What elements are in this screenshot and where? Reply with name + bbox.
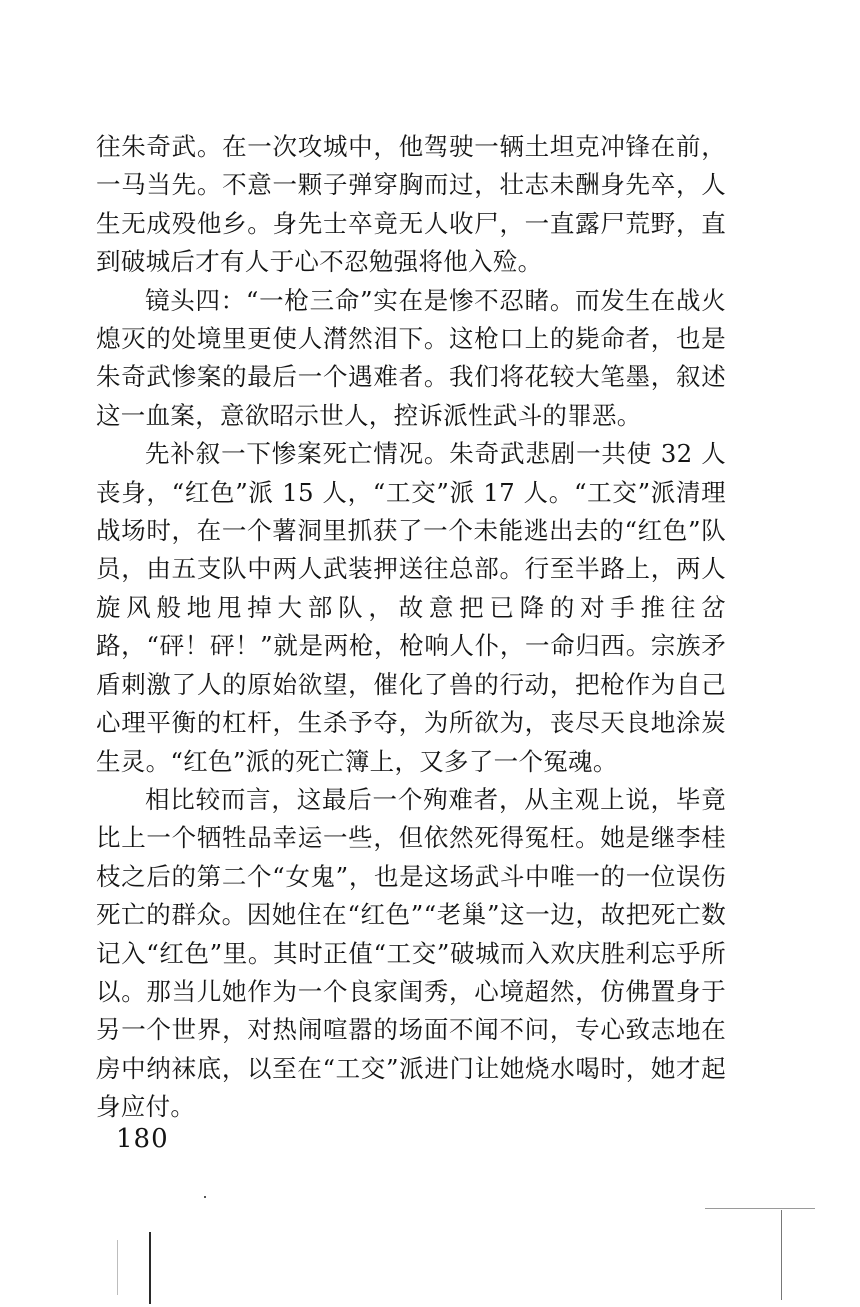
paragraph-3: 先补叙一下惨案死亡情况。朱奇武悲剧一共使 32 人丧身，“红色”派 15 人，“工交”派 17 人。“工交”派清理战场时，在一个薯洞里抓获了一个未能逃出去的“红色”队员，由五支队中两人武装押送往总部。行至半路上，两人旋风般地甩掉大部队，故意把已降的对手推往岔路，“砰！砰！”就是两枪，枪响人仆，一命归西。宗族矛盾刺激了人的原始欲望，催化了兽的行动，把枪作为自己心理平衡的杠杆，生杀予夺，为所欲为，丧尽天良地涂炭生灵。“红色”派的死亡簿上，又多了一个冤魂。 — [96, 439, 726, 776]
scan-line-right — [781, 1210, 782, 1300]
paragraph-2: 镜头四：“一枪三命”实在是惨不忍睹。而发生在战火熄灭的处境里更使人潸然泪下。这枪口上的毙命者，也是朱奇武惨案的最后一个遇难者。我们将花较大笔墨，叙述这一血案，意欲昭示世人，控诉派性武斗的罪恶。 — [96, 285, 726, 430]
page-body — [96, 128, 726, 1127]
scan-speck — [204, 1196, 206, 1198]
scan-line-left-faint — [117, 1240, 118, 1295]
page-number: 180 — [116, 1124, 169, 1154]
paragraph-4: 相比较而言，这最后一个殉难者，从主观上说，毕竟比上一个牺牲品幸运一些，但依然死得冤枉。她是继李桂枝之后的第二个“女鬼”，也是这场武斗中唯一的一位误伤死亡的群众。因她住在“红色”“老巢”这一边，故把死亡数记入“红色”里。其时正值“工交”破城而入欢庆胜利忘乎所以。那当儿她作为一个良家闺秀，心境超然，仿佛置身于另一个世界，对热闹喧嚣的场面不闻不问，专心致志地在房中纳袜底，以至在“工交”派进门让她烧水喝时，她才起身应付。 — [96, 784, 726, 1122]
scan-line-left — [149, 1232, 151, 1304]
scan-rule-right — [705, 1208, 815, 1209]
paragraph-1: 往朱奇武。在一次攻城中，他驾驶一辆土坦克冲锋在前，一马当先。不意一颗子弹穿胸而过，壮志未酬身先卒，人生无成殁他乡。身先士卒竟无人收尸，一直露尸荒野，直到破城后才有人于心不忍勉强将他入殓。 — [96, 132, 726, 277]
